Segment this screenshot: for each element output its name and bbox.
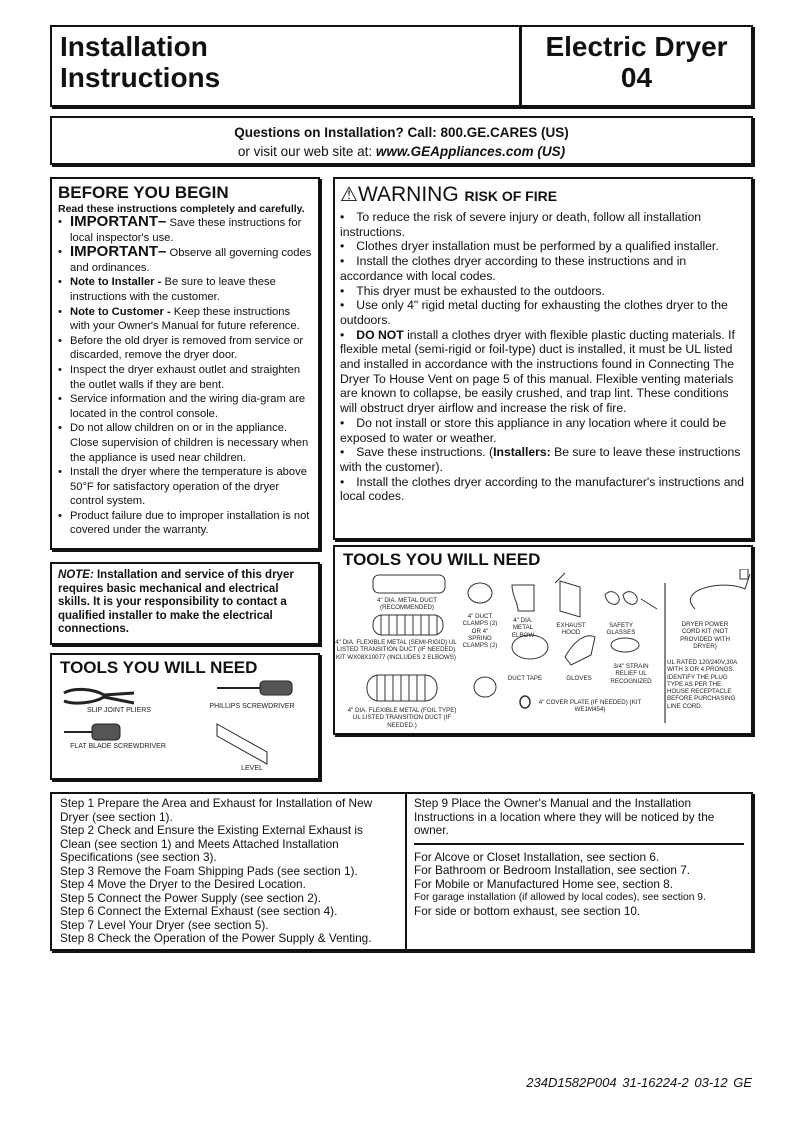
note-text: Installation and service of this dryer requires basic mechanical and electrical skills. It is your responsibility to contact a qualified installer to make the electrical connections. — [58, 569, 294, 635]
exhaust-hood-icon — [555, 573, 580, 617]
cover-plate-icon — [520, 696, 530, 708]
warning-item — [340, 239, 746, 254]
item-text: Save these instructions for local inspector's use. — [70, 217, 302, 244]
item-text: Product failure due to improper installation is not covered under the warranty. — [70, 509, 310, 537]
list-item — [58, 363, 312, 392]
item-text: Use only 4" rigid metal ducting for exhausting the clothes dryer to the outdoors. — [340, 298, 728, 327]
item-text: Before the old dryer is removed from service or discarded, remove the dryer door. — [70, 334, 304, 362]
warning-item — [340, 284, 746, 299]
divider — [414, 843, 744, 845]
item-text: Do not allow children on or in the appliance. Close supervision of children is necessary when the appliance is used near children. — [70, 422, 309, 464]
step-item: Step 1 Prepare the Area and Exhaust for Installation of New Dryer (see section 1). — [60, 796, 373, 824]
tools-right — [333, 545, 753, 735]
warning-box — [333, 177, 753, 540]
elbow-label: 4" DIA. METAL ELBOW — [511, 617, 535, 639]
item-text: Inspect the dryer exhaust outlet and straighten the outlet walls if they are bent. — [70, 363, 301, 391]
tools-left — [50, 653, 320, 780]
questions-box — [50, 116, 753, 165]
spring-clamp-icon — [474, 677, 496, 697]
warning-item — [340, 328, 746, 416]
item-text: Clothes dryer installation must be performed by a qualified installer. — [356, 239, 719, 254]
note-label: NOTE: — [58, 569, 94, 581]
section-reference: For Bathroom or Bedroom Installation, see section 7. — [414, 863, 691, 877]
website-line — [52, 142, 751, 161]
level-icon — [217, 724, 267, 764]
warning-subtitle: RISK OF FIRE — [464, 188, 558, 204]
gloves-icon — [565, 636, 595, 665]
foil-duct-label: 4" DIA. FLEXIBLE METAL (FOIL TYPE) UL LISTED TRANSITION DUCT (IF NEEDED.) — [347, 707, 457, 729]
left-column — [50, 177, 320, 780]
list-item — [58, 245, 312, 275]
semi-rigid-duct-label: 4" DIA. FLEXIBLE METAL (SEMI-RIGID) UL LISTED TRANSITION DUCT (IF NEEDED) KIT WX08X10077 (INCLUDES 2 ELBOWS) — [335, 639, 457, 661]
step-item: Step 7 Level Your Dryer (see section 5). — [60, 917, 269, 932]
item-text: Be sure to leave these instructions with the customer). — [340, 445, 741, 474]
document-title — [52, 27, 522, 105]
phillips-screwdriver-icon — [217, 681, 292, 695]
gloves-label: GLOVES — [566, 675, 592, 682]
warning-item — [340, 254, 746, 283]
item-text: Install the dryer where the temperature is above 50°F for satisfactory operation of the dryer control system. — [70, 466, 307, 508]
main-content — [50, 177, 753, 951]
item-bold: Installers: — [493, 445, 551, 460]
title-line: Instructions — [60, 62, 221, 93]
step-9: Step 9 Place the Owner's Manual and the Installation Instructions in a location where they will be noticed by the owner. — [414, 796, 715, 837]
cord-note: UL RATED 120/240V,30A WITH 3 OR 4 PRONGS. IDENTIFY THE PLUG TYPE AS PER THE HOUSE RECEPTACLE BEFORE PURCHASING LINE CORD. — [667, 659, 737, 710]
step-item: Step 6 Connect the External Exhaust (see section 4). — [60, 904, 338, 918]
website-prefix: or visit our web site at: — [237, 144, 376, 159]
section-references — [414, 851, 744, 919]
section-reference: For Mobile or Manufactured Home see, section 8. — [414, 876, 673, 891]
elbow-icon — [512, 585, 534, 611]
section-reference: For side or bottom exhaust, see section 10. — [414, 903, 641, 918]
foil-duct-icon — [367, 675, 437, 701]
list-item — [58, 509, 312, 538]
steps-right — [407, 794, 751, 949]
header — [50, 25, 753, 107]
step-item: Step 8 Check the Operation of the Power Supply & Venting. — [60, 931, 372, 945]
strain-relief-label: 3/4" STRAIN RELIEF UL RECOGNIZED — [610, 663, 652, 685]
metal-duct-label: 4" DIA. METAL DUCT (RECOMMENDED) — [377, 597, 437, 612]
before-you-begin — [50, 177, 320, 550]
item-text: install a clothes dryer with flexible plastic ducting materials. If flexible metal (semi-rigid or foil-type) duct is installed, it must be UL listed and installed in accordance with the instructions found in Connecting The Dryer To House Vent on page 5 of this manual. Flexible venting materials are known to collapse, be easily crushed, and trap lint. These conditions will obstruct dryer airflow and increase the risk of fire. — [340, 327, 735, 416]
list-item — [58, 465, 312, 509]
product-line: 04 — [620, 62, 653, 93]
step-item: Step 3 Remove the Foam Shipping Pads (see section 1). — [60, 863, 358, 878]
list-item — [58, 305, 312, 334]
steps-list — [52, 794, 407, 949]
warning-heading — [340, 183, 746, 208]
item-bold: Note to Installer - — [70, 276, 162, 289]
clamps-label: 4" DUCT CLAMPS (2) OR 4" SPRING CLAMPS (2) — [462, 613, 498, 650]
tape-label: DUCT TAPE — [507, 675, 543, 682]
warning-title: WARNING — [357, 183, 459, 206]
item-text: Be sure to leave these instructions with the customer. — [70, 276, 276, 303]
item-text: Keep these instructions with your Owner's Manual for future reference. — [70, 305, 300, 333]
item-text: This dryer must be exhausted to the outdoors. — [356, 283, 605, 298]
title-line: Installation — [60, 31, 208, 62]
warning-item — [340, 298, 746, 327]
list-item — [58, 334, 312, 363]
note-box — [50, 562, 320, 645]
section-title: TOOLS YOU WILL NEED — [60, 658, 258, 677]
item-text: Observe all governing codes and ordinances. — [70, 247, 312, 274]
warning-list — [340, 210, 746, 504]
list-item — [58, 392, 312, 421]
before-list — [58, 215, 312, 538]
step-item: Step 2 Check and Ensure the Existing External Exhaust is Clean (see section 1) and Meets Attached Installation Specifications (see section 3). — [60, 823, 363, 864]
metal-duct-icon — [373, 575, 445, 593]
columns — [50, 177, 753, 780]
section-reference: For garage installation (if allowed by local codes), see section 9. — [414, 892, 706, 903]
item-bold: IMPORTANT– — [70, 243, 167, 261]
phillips-label: PHILLIPS SCREWDRIVER — [209, 703, 295, 710]
step-item: Step 4 Move the Dryer to the Desired Location. — [60, 877, 306, 891]
flat-label: FLAT BLADE SCREWDRIVER — [70, 743, 166, 750]
item-text: Install the clothes dryer according to these instructions and in accordance with local codes. — [340, 254, 687, 283]
cord-kit-label: DRYER POWER CORD KIT (NOT PROVIDED WITH DRYER) — [680, 621, 730, 650]
item-text: Service information and the wiring dia-gram are located in the control console. — [70, 393, 306, 420]
flat-screwdriver-icon — [64, 724, 120, 740]
section-reference: For Alcove or Closet Installation, see section 6. — [414, 849, 660, 864]
item-text: To reduce the risk of severe injury or death, follow all installation instructions. — [340, 210, 702, 239]
steps-box — [50, 792, 753, 951]
item-bold: DO NOT — [356, 327, 404, 342]
power-cord-icon — [690, 569, 750, 609]
warning-item — [340, 475, 746, 504]
pliers-icon — [64, 689, 134, 703]
warning-item — [340, 210, 746, 239]
item-text: Do not install or store this appliance in any location where it could be exposed to water or weather. — [340, 415, 727, 445]
website-link[interactable]: www.GEAppliances.com (US) — [375, 144, 566, 159]
hood-label: EXHAUST HOOD — [556, 622, 586, 637]
product-title — [522, 27, 751, 105]
item-text: Save these instructions. ( — [356, 445, 494, 460]
warning-item — [340, 416, 746, 445]
cover-plate-label: 4" COVER PLATE (IF NEEDED) (KIT WE1M454) — [538, 699, 642, 714]
list-item — [58, 215, 312, 245]
section-title: TOOLS YOU WILL NEED — [343, 550, 541, 569]
strain-relief-icon — [611, 638, 639, 652]
section-subtitle: Read these instructions completely and carefully. — [58, 203, 305, 215]
item-text: Install the clothes dryer according to the manufacturer's instructions and local codes. — [340, 474, 745, 504]
footer-code: 234D1582P004 31-16224-2 03-12 GE — [526, 1075, 752, 1090]
item-bold: IMPORTANT– — [70, 213, 167, 230]
warning-item — [340, 445, 746, 474]
flexible-duct-icon — [373, 615, 443, 635]
phone-line: Questions on Installation? Call: 800.GE.CARES (US) — [234, 125, 569, 140]
step-item: Step 5 Connect the Power Supply (see section 2). — [60, 890, 321, 905]
pliers-label: SLIP JOINT PLIERS — [87, 707, 151, 714]
duct-clamp-icon — [468, 583, 492, 603]
right-column — [333, 177, 753, 735]
level-label: LEVEL — [241, 765, 263, 772]
glasses-label: SAFETY GLASSES — [606, 622, 636, 637]
safety-glasses-icon — [605, 592, 657, 609]
item-bold: Note to Customer - — [70, 305, 171, 318]
section-title: BEFORE YOU BEGIN — [58, 183, 229, 202]
warning-icon: ⚠ — [340, 184, 358, 206]
hand-tools — [52, 679, 318, 779]
list-item — [58, 275, 312, 304]
list-item — [58, 421, 312, 465]
product-line: Electric Dryer — [545, 31, 728, 62]
